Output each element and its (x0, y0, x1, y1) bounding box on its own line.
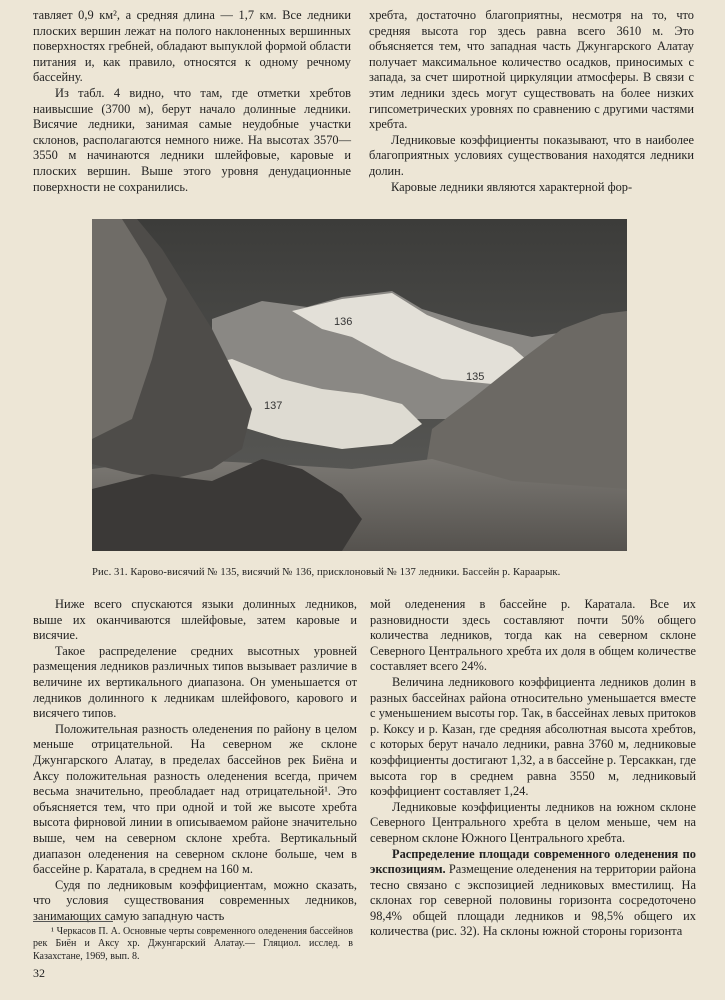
paragraph: Ниже всего спускаются языки долинных ледников, выше их оканчиваются шлейфовые, затем каровые и висячие. (33, 597, 357, 643)
paragraph: Ледниковые коэффициенты показывают, что в наиболее благоприятных условиях существования находятся ледники долин. (369, 132, 694, 178)
footnote-rule (33, 921, 113, 922)
footnote-text: ¹ Черкасов П. А. Основные черты современного оледенения бассейнов рек Биён и Аксу хр. Джунгарский Алатау.— Гляциол. исслед. в Казахстане, 1969, вып. 8. (33, 926, 353, 962)
paragraph: тавляет 0,9 км², а средняя длина — 1,7 км. Все ледники плоских вершин лежат на полого наклоненных вершинных поверхностях гребней, обладают выпуклой формой области питания и, как правило, относятся к одному речному бассейну. (33, 8, 351, 85)
glacier-label-135: 135 (466, 371, 485, 383)
paragraph: Ледниковые коэффициенты ледников на южном склоне Северного Центрального хребта в целом меньше, чем на северном склоне Южного Центрального хребта. (370, 799, 696, 845)
paragraph: мой оледенения в бассейне р. Каратала. Все их разновидности здесь составляют почти 50% общего количества ледников, тогда как на северном склоне Северного Центрального хребта их доля в общем количестве составляет всего 24%. (370, 597, 696, 674)
paragraph: Величина ледникового коэффициента ледников долин в разных бассейнах района относительно уменьшается вместе с уменьшением высоты гор. Так, в бассейнах левых притоков р. Коксу и р. Казан, где средняя абсолютная высота хребтов, с которых берут начало ледники, равна 3760 м, ледниковые коэффициенты достигают 1,32, а в бассейне р. Терсаккан, где высота гор в среднем равна 3550 м, ледниковый коэффициент составляет 1,24. (370, 674, 696, 799)
text-column-3 (33, 597, 357, 924)
footnote (33, 921, 353, 963)
text-column-2 (369, 8, 694, 195)
text-column-4 (370, 597, 696, 940)
section-heading: Распределение площади современного оледенения по экспозициям. (370, 846, 696, 877)
figure-caption: Рис. 31. Карово-висячий № 135, висячий № 136, присклоновый № 137 ледники. Бассейн р. Караарык. (92, 567, 561, 578)
glacier-photograph (92, 219, 627, 551)
glacier-label-137: 137 (264, 400, 283, 412)
paragraph: Положительная разность оледенения по району в целом меньше отрицательной. На северном же склоне Джунгарского Алатау, в пределах бассейнов рек Биёна и Аксу положительная разность оледенения всегда, причем весьма значительно, преобладает над отрицательной¹. Это объясняется тем, что при одной и той же высоте хребта высота фирновой линии в описываемом районе значительно выше, чем на северном склоне хребта. Вертикальный диапазон оледенения на северном склоне больше, чем в бассейне р. Каратала, в среднем на 160 м. (33, 721, 357, 877)
glacier-label-136: 136 (334, 316, 353, 328)
paragraph: хребта, достаточно благоприятны, несмотря на то, что средняя высота гор здесь равна всего 3610 м. Это объясняется тем, что западная часть Джунгарского Алатау получает максимальное количество осадков, приносимых с запада, за счет широтной циркуляции атмосферы. В связи с этим ледники здесь могут существовать на более низких гипсометрических уровнях по сравнению с другими частями хребта. (369, 8, 694, 132)
text-column-1 (33, 8, 351, 195)
paragraph-text: Размещение оледенения на территории района тесно связано с экспозицией ледниковых вместилищ. На склонах гор северной половины горизонта сосредоточено 98,4% общей площади ледников и 98,5% общего их количества (рис. 32). На склоны южной стороны горизонта (370, 862, 696, 939)
paragraph: Такое распределение средних высотных уровней размещения ледников различных типов вызывает различие в величине их вертикального диапазона. Он уменьшается от ледников долинного к ледникам шлейфового, карового и висячего типов. (33, 643, 357, 721)
paragraph: Каровые ледники являются характерной фор- (391, 179, 633, 194)
paragraph (370, 847, 696, 941)
paragraph: Из табл. 4 видно, что там, где отметки хребтов наивысшие (3700 м), берут начало долинные ледники. Висячие ледники, занимая самые неудобные участки склонов, располагаются немного ниже. На высотах 3570—3550 м начинаются ледники шлейфовые, каровые и плоских вершин. Выше этого уровня денудационные поверхности не сохранились. (33, 85, 351, 194)
page-number: 32 (33, 966, 45, 980)
paragraph: Судя по ледниковым коэффициентам, можно сказать, что условия существования современных ледников, занимающих самую западную часть (33, 877, 357, 923)
